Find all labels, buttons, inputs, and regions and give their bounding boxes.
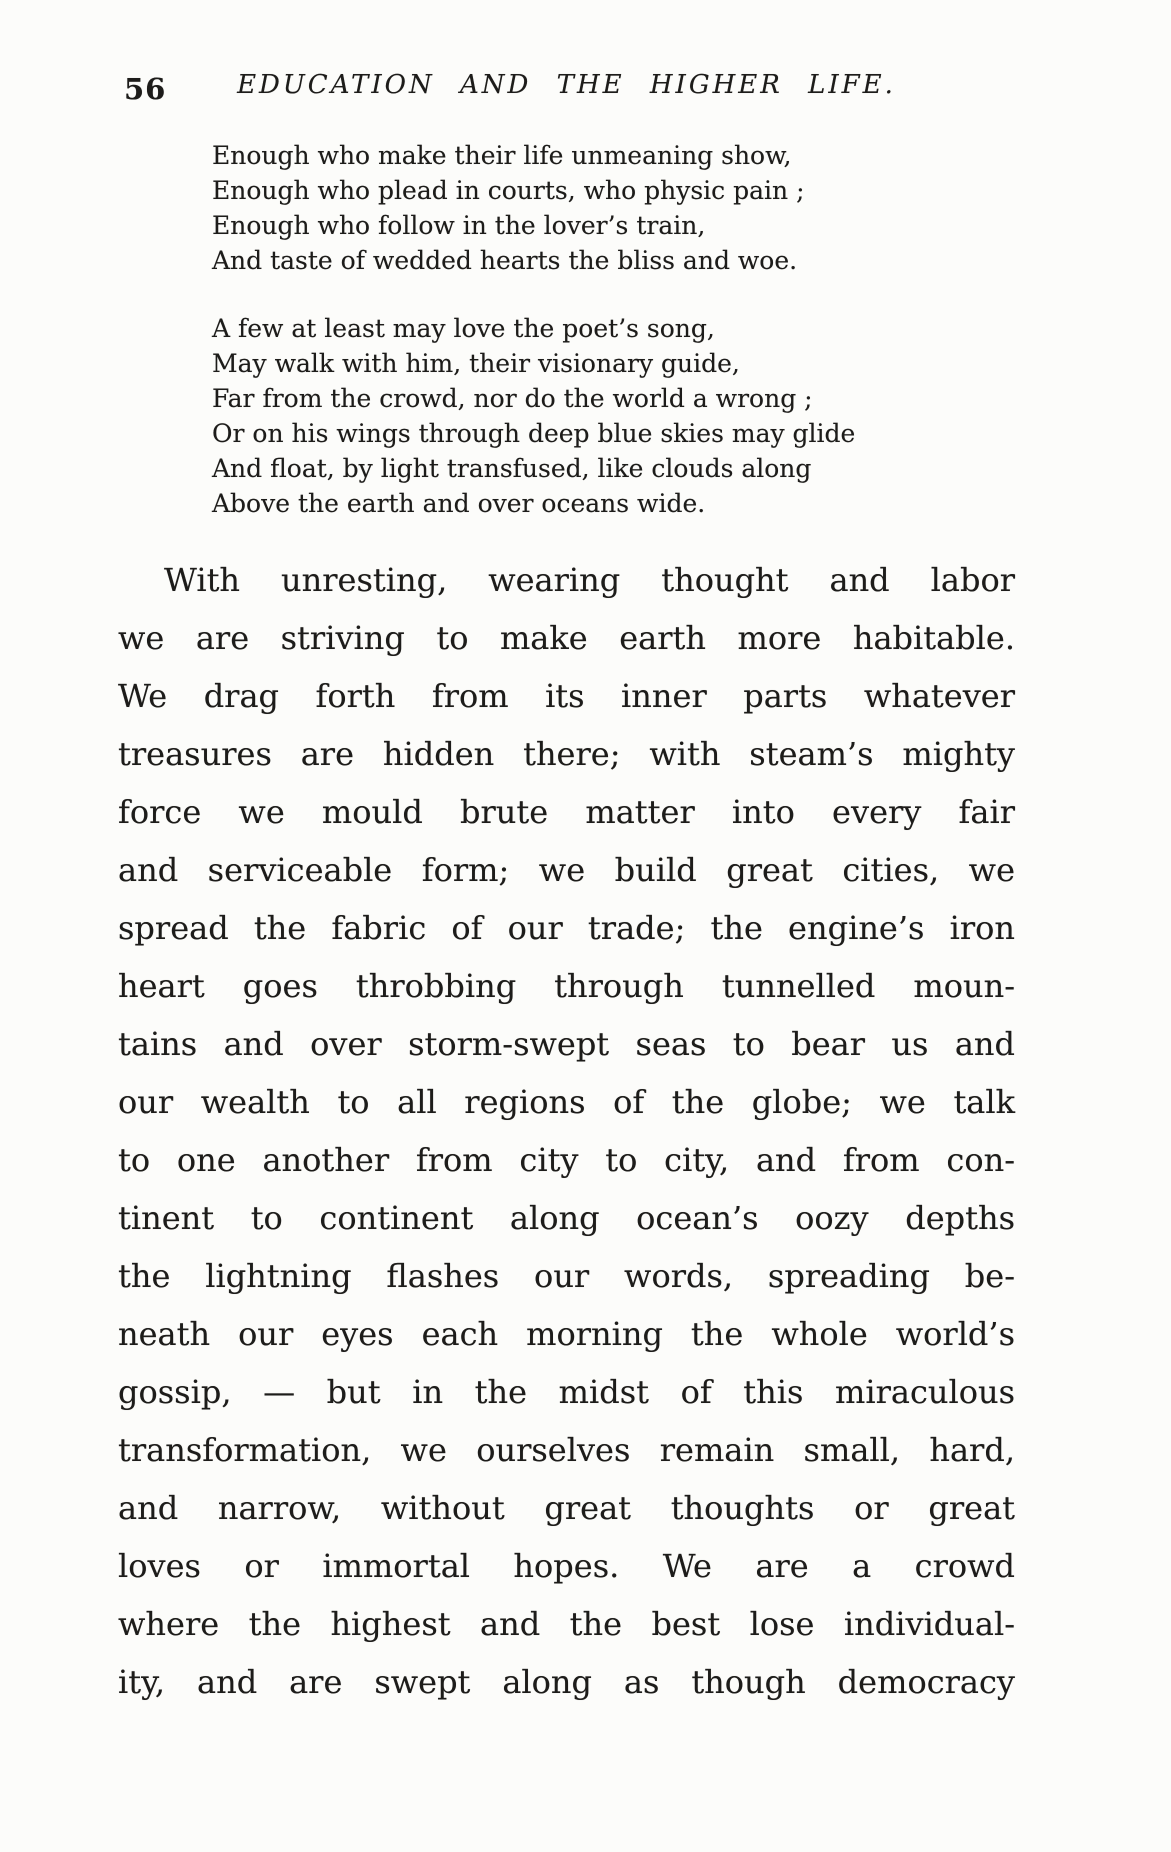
prose-line: ity, and are swept along as though democracy	[118, 1663, 1015, 1701]
prose-line: neath our eyes each morning the whole world’s	[118, 1315, 1015, 1353]
page-header	[118, 70, 1015, 108]
prose-line: the lightning flashes our words, spreading be-	[118, 1257, 1015, 1295]
prose-line: force we mould brute matter into every fair	[118, 793, 1015, 831]
poem-line: A few at least may love the poet’s song,	[212, 314, 715, 343]
poem-line: May walk with him, their visionary guide,	[212, 349, 740, 378]
prose-line: treasures are hidden there; with steam’s mighty	[118, 735, 1015, 773]
poem-line: And taste of wedded hearts the bliss and woe.	[212, 246, 798, 275]
prose-line: and serviceable form; we build great cities, we	[118, 851, 1015, 889]
page-number: 56	[124, 72, 167, 106]
prose-line: spread the fabric of our trade; the engine’s iron	[118, 909, 1015, 947]
prose-line: gossip, — but in the midst of this miraculous	[118, 1373, 1015, 1411]
prose-paragraph	[118, 551, 1015, 1711]
running-title: EDUCATION AND THE HIGHER LIFE.	[237, 70, 896, 100]
poem-stanza-1	[212, 138, 1015, 278]
prose-line: where the highest and the best lose individual-	[118, 1605, 1015, 1643]
prose-line: to one another from city to city, and from con-	[118, 1141, 1015, 1179]
poem-stanza-2	[212, 311, 1015, 521]
prose-line: our wealth to all regions of the globe; we talk	[118, 1083, 1015, 1121]
prose-line: loves or immortal hopes. We are a crowd	[118, 1547, 1015, 1585]
prose-line: tinent to continent along ocean’s oozy depths	[118, 1199, 1015, 1237]
prose-line: heart goes throbbing through tunnelled moun-	[118, 967, 1015, 1005]
prose-line: transformation, we ourselves remain small, hard,	[118, 1431, 1015, 1469]
prose-line: With unresting, wearing thought and labor	[164, 561, 1015, 599]
poem-line: And float, by light transfused, like clouds along	[212, 454, 812, 483]
poem-line: Above the earth and over oceans wide.	[212, 489, 706, 518]
poem-line: Enough who plead in courts, who physic pain ;	[212, 176, 805, 205]
poem-block	[212, 138, 1015, 521]
prose-line: we are striving to make earth more habitable.	[118, 619, 1015, 657]
prose-line: and narrow, without great thoughts or great	[118, 1489, 1015, 1527]
prose-line: tains and over storm-swept seas to bear us and	[118, 1025, 1015, 1063]
poem-line: Enough who follow in the lover’s train,	[212, 211, 706, 240]
poem-line: Far from the crowd, nor do the world a wrong ;	[212, 384, 813, 413]
poem-line: Enough who make their life unmeaning show,	[212, 141, 792, 170]
poem-line: Or on his wings through deep blue skies may glide	[212, 419, 856, 448]
prose-line: We drag forth from its inner parts whatever	[118, 677, 1015, 715]
